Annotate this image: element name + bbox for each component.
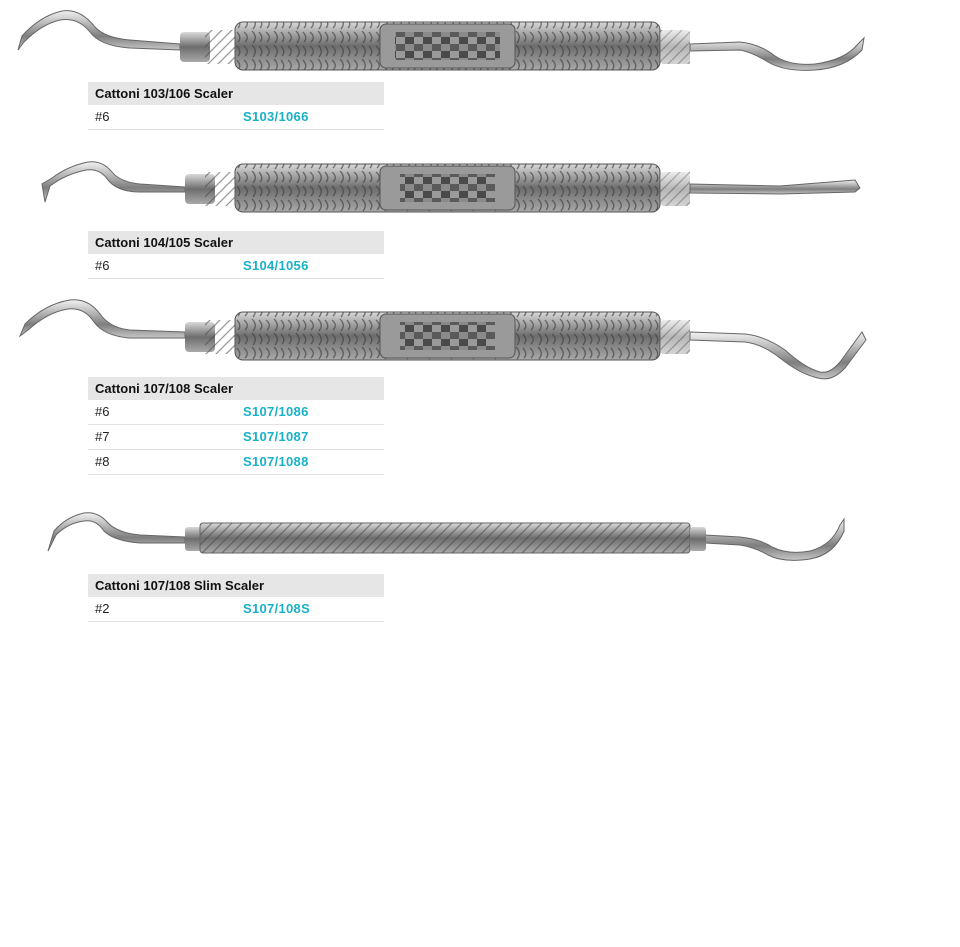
product-title: Cattoni 107/108 Scaler: [88, 377, 384, 400]
spec-row: [88, 597, 384, 622]
product-code: S104/1056: [243, 258, 309, 273]
product-code: S103/1066: [243, 109, 309, 124]
size-label: #6: [95, 404, 110, 419]
product-spec-107-108: [88, 377, 384, 475]
size-label: #2: [95, 601, 110, 616]
product-code: S107/1087: [243, 429, 309, 444]
spec-row: [88, 254, 384, 279]
spec-row: [88, 105, 384, 130]
size-label: #7: [95, 429, 110, 444]
spec-row: [88, 400, 384, 425]
product-code: S107/1086: [243, 404, 309, 419]
product-spec-104-105: [88, 231, 384, 279]
product-spec-103-106: [88, 82, 384, 130]
size-label: #8: [95, 454, 110, 469]
spec-row: [88, 450, 384, 475]
product-title: Cattoni 103/106 Scaler: [88, 82, 384, 105]
size-label: #6: [95, 109, 110, 124]
product-title: Cattoni 107/108 Slim Scaler: [88, 574, 384, 597]
product-spec-107-108-slim: [88, 574, 384, 622]
spec-row: [88, 425, 384, 450]
size-label: #6: [95, 258, 110, 273]
product-code: S107/108S: [243, 601, 311, 616]
product-code: S107/1088: [243, 454, 309, 469]
product-title: Cattoni 104/105 Scaler: [88, 231, 384, 254]
